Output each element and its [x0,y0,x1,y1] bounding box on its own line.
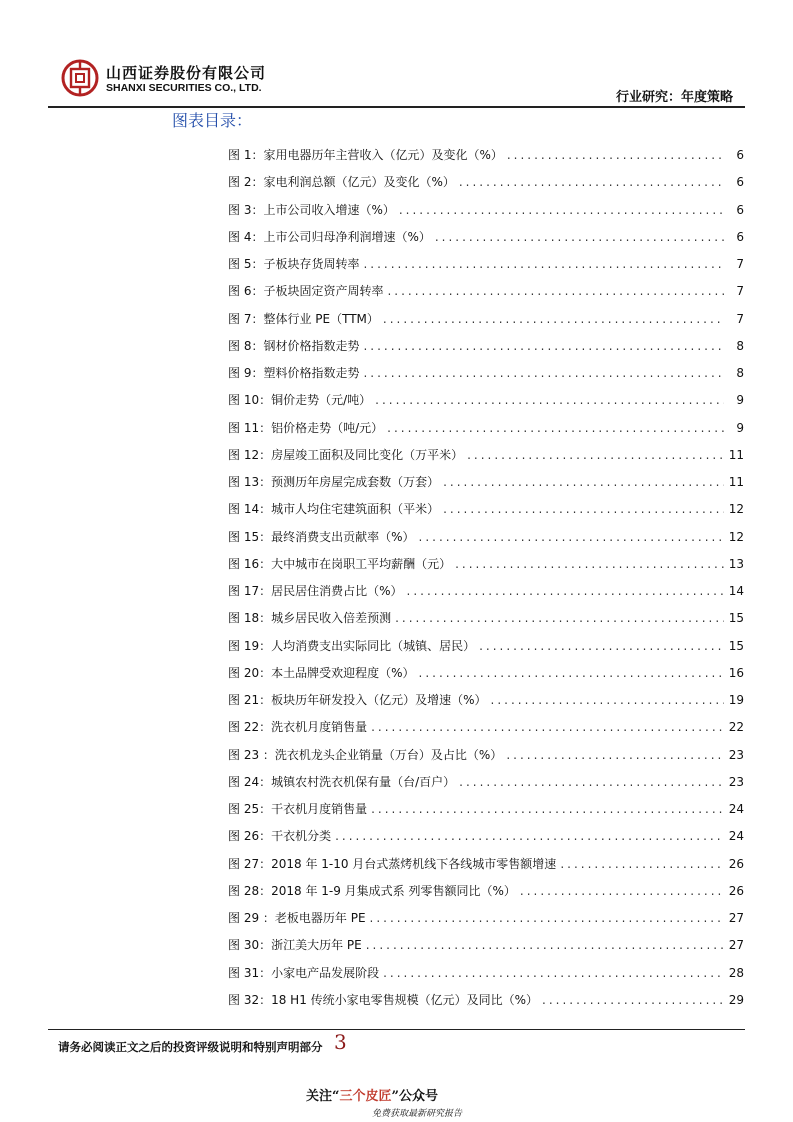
toc-leader-dots [395,611,724,625]
follow-suffix: ”公众号 [391,1089,438,1104]
toc-item-page: 6 [736,175,744,190]
toc-item[interactable] [228,664,746,691]
toc-item[interactable] [228,282,746,309]
toc-item[interactable] [228,201,746,228]
toc-item-label: 图 8：钢材价格指数走势 [228,338,360,353]
toc-leader-dots [363,257,724,271]
toc-item[interactable] [228,228,746,255]
toc-item[interactable] [228,909,746,936]
toc-leader-dots [479,639,724,653]
toc-list [228,146,746,1018]
toc-item-page: 27 [728,911,744,925]
toc-item-label: 图 10：铜价走势（元/吨） [228,393,372,408]
toc-item-label: 图 20：本土品牌受欢迎程度（%） [228,665,415,680]
toc-item-label: 图 14：城市人均住宅建筑面积（平米） [228,502,440,517]
toc-item-page: 8 [736,338,744,353]
toc-item[interactable] [228,964,746,991]
toc-item[interactable] [228,827,746,854]
toc-item-page: 6 [736,229,744,244]
toc-item-label: 图 11：铝价格走势（吨/元） [228,420,384,435]
toc-item-label: 图 15：最终消费支出贡献率（%） [228,529,415,544]
toc-leader-dots [363,366,724,380]
toc-item-label: 图 29 ：老板电器历年 PE [228,911,366,925]
toc-item-label: 图 12：房屋竣工面积及同比变化（万平米） [228,447,464,462]
company-logo-icon [60,58,100,98]
toc-leader-dots [520,884,724,898]
toc-leader-dots [507,148,724,162]
toc-leader-dots [363,339,724,353]
toc-item-label: 图 26：干衣机分类 [228,829,332,844]
page-number: 3 [334,1030,347,1054]
toc-item-label: 图 28：2018 年 1-9 月集成式系 列零售额同比（%） [228,883,516,898]
toc-item[interactable] [228,473,746,500]
toc-item-label: 图 7：整体行业 PE（TTM） [228,311,379,326]
toc-leader-dots [383,312,724,326]
toc-leader-dots [419,530,725,544]
toc-item[interactable] [228,555,746,582]
toc-leader-dots [435,230,724,244]
toc-item-page: 29 [728,992,744,1007]
toc-item[interactable] [228,936,746,963]
toc-item[interactable] [228,528,746,555]
toc-item-page: 7 [736,257,744,271]
toc-item[interactable] [228,310,746,337]
toc-item-label: 图 32：18 H1 传统小家电零售规模（亿元）及同比（%） [228,992,539,1007]
toc-item-page: 16 [728,665,744,680]
toc-item-page: 12 [728,529,744,544]
toc-item-page: 11 [728,475,744,489]
toc-item[interactable] [228,446,746,473]
toc-leader-dots [443,502,724,516]
toc-item-label: 图 30：浙江美大历年 PE [228,938,362,953]
toc-item-page: 28 [728,965,744,980]
toc-leader-dots [560,857,724,871]
toc-item-label: 图 21：板块历年研发投入（亿元）及增速（%） [228,693,487,707]
toc-item-page: 9 [736,420,744,435]
toc-item-page: 6 [736,202,744,217]
toc-item[interactable] [228,255,746,282]
toc-item-page: 15 [728,638,744,653]
toc-item-label: 图 5：子板块存货周转率 [228,257,360,271]
toc-leader-dots [419,666,725,680]
toc-item-label: 图 2：家电利润总额（亿元）及变化（%） [228,175,455,190]
toc-item-label: 图 24：城镇农村洗衣机保有量（台/百户） [228,774,456,789]
toc-item-page: 7 [736,311,744,326]
toc-leader-dots [387,284,724,298]
toc-leader-dots [375,393,724,407]
toc-item[interactable] [228,173,746,200]
company-name-cn: 山西证券股份有限公司 [106,64,267,82]
follow-promo [306,1085,438,1104]
toc-item[interactable] [228,637,746,664]
toc-item[interactable] [228,609,746,636]
toc-item-label: 图 1：家用电器历年主营收入（亿元）及变化（%） [228,148,503,162]
toc-item-page: 26 [728,856,744,871]
company-name-en: SHANXI SECURITIES CO., LTD. [106,82,262,94]
toc-leader-dots [371,720,724,734]
toc-leader-dots [371,802,724,816]
toc-item-label: 图 9：塑料价格指数走势 [228,366,360,380]
toc-item-page: 9 [736,393,744,408]
toc-item[interactable] [228,718,746,745]
toc-item-page: 14 [728,584,744,598]
follow-prefix: 关注“ [306,1089,340,1104]
toc-item[interactable] [228,146,746,173]
toc-item[interactable] [228,882,746,909]
toc-item-page: 24 [728,802,744,816]
toc-leader-dots [399,203,724,217]
toc-item-label: 图 16：大中城市在岗职工平均薪酬（元） [228,556,452,571]
toc-item-page: 19 [728,693,744,707]
toc-item-label: 图 27：2018 年 1-10 月台式蒸烤机线下各线城市零售额增速 [228,856,557,871]
follow-subtitle: 免费获取最新研究报告 [372,1109,463,1119]
toc-item-page: 6 [736,148,744,162]
toc-item-page: 23 [728,747,744,762]
toc-item-page: 11 [728,447,744,462]
header-divider [48,106,745,108]
toc-item-page: 12 [728,502,744,517]
toc-leader-dots [387,421,724,435]
toc-item[interactable] [228,337,746,364]
toc-item-label: 图 25：干衣机月度销售量 [228,802,368,816]
toc-item[interactable] [228,855,746,882]
toc-item-page: 27 [728,938,744,953]
toc-item[interactable] [228,773,746,800]
toc-leader-dots [491,693,725,707]
toc-item-page: 24 [728,829,744,844]
toc-leader-dots [506,748,724,762]
toc-item[interactable] [228,582,746,609]
toc-item-page: 26 [728,883,744,898]
toc-leader-dots [542,993,724,1007]
toc-item[interactable] [228,419,746,446]
toc-item-label: 图 17：居民居住消费占比（%） [228,584,403,598]
toc-item-label: 图 13：预测历年房屋完成套数（万套） [228,475,440,489]
toc-leader-dots [455,557,724,571]
footer-divider [48,1029,745,1030]
toc-leader-dots [467,448,724,462]
toc-item-label: 图 18：城乡居民收入倍差预测 [228,611,392,626]
toc-item[interactable] [228,391,746,418]
toc-item[interactable] [228,364,746,391]
toc-item-page: 22 [728,720,744,735]
toc-item-page: 15 [728,611,744,626]
toc-leader-dots [370,911,724,925]
follow-highlight: 三个皮匠 [339,1089,392,1104]
toc-item-page: 7 [736,284,744,299]
toc-item-label: 图 4：上市公司归母净利润增速（%） [228,229,431,244]
toc-item-label: 图 3：上市公司收入增速（%） [228,202,395,217]
report-type: 行业研究：年度策略 [615,90,733,105]
toc-item-page: 23 [728,774,744,789]
toc-leader-dots [366,938,724,952]
toc-leader-dots [459,775,724,789]
toc-leader-dots [443,475,724,489]
toc-item[interactable] [228,691,746,718]
toc-item-label: 图 31：小家电产品发展阶段 [228,965,380,980]
footer-disclaimer: 请务必阅读正文之后的投资评级说明和特别声明部分 [58,1040,323,1054]
toc-item[interactable] [228,991,746,1018]
toc-item-label: 图 19：人均消费支出实际同比（城镇、居民） [228,638,476,653]
toc-item-page: 8 [736,366,744,380]
toc-item-label: 图 6：子板块固定资产周转率 [228,284,384,299]
toc-item-label: 图 23 ：洗衣机龙头企业销量（万台）及占比（%） [228,747,503,762]
toc-title: 图表目录： [172,111,253,130]
toc-leader-dots [407,584,725,598]
toc-leader-dots [459,175,724,189]
toc-leader-dots [335,829,724,843]
toc-item[interactable] [228,500,746,527]
toc-item-label: 图 22：洗衣机月度销售量 [228,720,368,735]
toc-leader-dots [383,966,724,980]
toc-item[interactable] [228,746,746,773]
toc-item-page: 13 [728,556,744,571]
toc-item[interactable] [228,800,746,827]
